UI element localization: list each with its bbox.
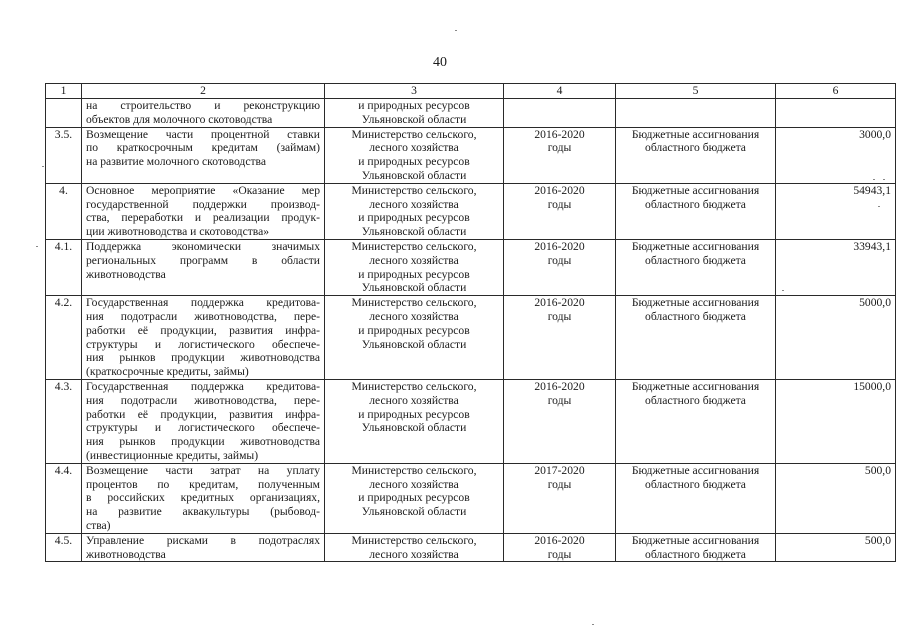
activity-description-line: на развитие аквакультуры (рыбовод- bbox=[86, 505, 320, 519]
period-line: годы bbox=[547, 309, 572, 323]
amount-value: 3000,0 bbox=[859, 127, 891, 141]
executor-line: Ульяновской области bbox=[361, 337, 467, 351]
budget-table bbox=[45, 83, 896, 562]
activity-description-line: ния подотрасли животноводства, пере- bbox=[86, 393, 320, 407]
executor-line: Ульяновской области bbox=[361, 505, 467, 519]
funding-source-cell bbox=[616, 183, 776, 239]
executor-line: Ульяновской области bbox=[361, 421, 467, 435]
period-cell bbox=[504, 296, 616, 380]
activity-description-line: в российских кредитных организациях, bbox=[86, 491, 320, 505]
funding-source-line: областного бюджета bbox=[645, 197, 746, 211]
amount-value: 500,0 bbox=[864, 463, 891, 477]
funding-source-line: областного бюджета bbox=[645, 309, 746, 323]
executor-cell bbox=[325, 127, 504, 183]
executor-line: Министерство сельского, bbox=[351, 463, 477, 477]
activity-description-line: ния подотрасли животноводства, пере- bbox=[86, 309, 320, 323]
activity-description-line: (инвестиционные кредиты, займы) bbox=[86, 448, 259, 462]
executor-cell bbox=[325, 239, 504, 295]
period-cell bbox=[504, 127, 616, 183]
executor-cell bbox=[325, 99, 504, 128]
scan-speck bbox=[873, 179, 875, 180]
executor-line: и природных ресурсов bbox=[358, 99, 470, 112]
funding-source-cell bbox=[616, 296, 776, 380]
activity-description-cell bbox=[82, 239, 325, 295]
activity-description-line: структуры и логистического обеспече- bbox=[86, 421, 320, 435]
executor-line: лесного хозяйства bbox=[369, 393, 459, 407]
period-line: годы bbox=[547, 197, 572, 211]
period-cell bbox=[504, 239, 616, 295]
amount-cell bbox=[776, 127, 896, 183]
table-row bbox=[46, 463, 896, 533]
row-number-cell bbox=[46, 379, 82, 463]
activity-description-cell bbox=[82, 379, 325, 463]
amount-cell bbox=[776, 99, 896, 128]
table-row bbox=[46, 296, 896, 380]
executor-line: Министерство сельского, bbox=[351, 239, 477, 253]
scan-speck bbox=[42, 166, 44, 167]
scan-speck bbox=[782, 290, 784, 291]
activity-description-cell bbox=[82, 183, 325, 239]
executor-cell bbox=[325, 296, 504, 380]
funding-source-cell bbox=[616, 379, 776, 463]
row-number-cell bbox=[46, 533, 82, 562]
period-line: годы bbox=[547, 253, 572, 267]
row-number-cell bbox=[46, 463, 82, 533]
activity-description-line: структуры и логистического обеспече- bbox=[86, 337, 320, 351]
row-number-cell bbox=[46, 183, 82, 239]
column-number-row bbox=[46, 84, 896, 99]
activity-description-line: Государственная поддержка кредитова- bbox=[86, 296, 320, 310]
executor-line: и природных ресурсов bbox=[358, 491, 470, 505]
table-row bbox=[46, 533, 896, 562]
activity-description-cell bbox=[82, 99, 325, 128]
funding-source-line: Бюджетные ассигнования bbox=[631, 533, 760, 547]
activity-description-line: региональных программ в области bbox=[86, 253, 320, 267]
amount-value: 15000,0 bbox=[853, 379, 891, 393]
funding-source-line: Бюджетные ассигнования bbox=[631, 127, 760, 141]
activity-description-line: животноводства bbox=[86, 267, 166, 281]
column-number: 5 bbox=[616, 84, 776, 99]
row-number: 4.4. bbox=[54, 463, 73, 477]
period-cell bbox=[504, 99, 616, 128]
amount-cell bbox=[776, 463, 896, 533]
funding-source-line: Бюджетные ассигнования bbox=[631, 296, 760, 310]
activity-description-line: ства, переработки и реализации продук- bbox=[86, 211, 320, 225]
activity-description-line: Возмещение части затрат на уплату bbox=[86, 463, 320, 477]
table-row bbox=[46, 183, 896, 239]
scan-speck bbox=[36, 246, 38, 247]
executor-line: и природных ресурсов bbox=[358, 267, 470, 281]
funding-source-line: Бюджетные ассигнования bbox=[631, 183, 760, 197]
executor-line: Министерство сельского, bbox=[351, 379, 477, 393]
activity-description-cell bbox=[82, 533, 325, 562]
executor-cell bbox=[325, 463, 504, 533]
activity-description-line: объектов для молочного скотоводства bbox=[86, 112, 273, 126]
amount-cell bbox=[776, 379, 896, 463]
activity-description-line: Возмещение части процентной ставки bbox=[86, 127, 320, 141]
table-row bbox=[46, 127, 896, 183]
row-number-cell bbox=[46, 296, 82, 380]
scan-speck bbox=[455, 30, 457, 31]
executor-line: лесного хозяйства bbox=[369, 477, 459, 491]
period-line: 2016-2020 bbox=[534, 533, 585, 547]
activity-description-line: работки её продукции, развития инфра- bbox=[86, 323, 320, 337]
table-row bbox=[46, 99, 896, 128]
amount-value: 54943,1 bbox=[853, 183, 891, 197]
activity-description-line: по краткосрочным кредитам (займам) bbox=[86, 141, 320, 155]
row-number: 4.3. bbox=[54, 379, 73, 393]
funding-source-line: Бюджетные ассигнования bbox=[631, 239, 760, 253]
funding-source-line: областного бюджета bbox=[645, 547, 746, 561]
scan-speck bbox=[883, 179, 885, 180]
amount-value: 500,0 bbox=[864, 533, 891, 547]
amount-cell bbox=[776, 239, 896, 295]
amount-cell bbox=[776, 183, 896, 239]
executor-line: и природных ресурсов bbox=[358, 211, 470, 225]
scan-speck bbox=[592, 624, 594, 625]
executor-line: лесного хозяйства bbox=[369, 309, 459, 323]
activity-description-line: на строительство и реконструкцию bbox=[86, 99, 320, 112]
executor-cell bbox=[325, 379, 504, 463]
period-line: 2016-2020 bbox=[534, 239, 585, 253]
executor-line: Ульяновской области bbox=[361, 281, 467, 295]
funding-source-cell bbox=[616, 533, 776, 562]
executor-line: Министерство сельского, bbox=[351, 533, 477, 547]
period-line: 2016-2020 bbox=[534, 379, 585, 393]
executor-line: и природных ресурсов bbox=[358, 407, 470, 421]
period-cell bbox=[504, 183, 616, 239]
amount-cell bbox=[776, 533, 896, 562]
period-line: 2017-2020 bbox=[534, 463, 585, 477]
period-line: 2016-2020 bbox=[534, 183, 585, 197]
activity-description-line: ния рынков продукции животноводства bbox=[86, 351, 320, 365]
period-cell bbox=[504, 379, 616, 463]
executor-line: Министерство сельского, bbox=[351, 183, 477, 197]
period-cell bbox=[504, 463, 616, 533]
activity-description-line: ции животноводства и скотоводства» bbox=[86, 225, 270, 239]
activity-description-line: ния рынков продукции животноводства bbox=[86, 435, 320, 449]
row-number: 4.2. bbox=[54, 296, 73, 310]
activity-description-line: процентов по кредитам, полученным bbox=[86, 477, 320, 491]
activity-description-line: животноводства bbox=[86, 547, 166, 561]
funding-source-cell bbox=[616, 463, 776, 533]
funding-source-line: областного бюджета bbox=[645, 141, 746, 155]
funding-source-line: областного бюджета bbox=[645, 393, 746, 407]
row-number: 3.5. bbox=[54, 127, 73, 141]
activity-description-line: (краткосрочные кредиты, займы) bbox=[86, 365, 249, 379]
period-line: годы bbox=[547, 477, 572, 491]
activity-description-line: ства) bbox=[86, 518, 111, 532]
activity-description-line: Управление рисками в подотраслях bbox=[86, 533, 320, 547]
activity-description-line: Государственная поддержка кредитова- bbox=[86, 379, 320, 393]
column-number: 1 bbox=[46, 84, 82, 99]
activity-description-cell bbox=[82, 463, 325, 533]
activity-description-line: на развитие молочного скотоводства bbox=[86, 155, 267, 169]
executor-line: Министерство сельского, bbox=[351, 296, 477, 310]
activity-description-line: Основное мероприятие «Оказание мер bbox=[86, 183, 320, 197]
period-line: 2016-2020 bbox=[534, 296, 585, 310]
executor-line: лесного хозяйства bbox=[369, 141, 459, 155]
row-number-cell bbox=[46, 99, 82, 128]
executor-line: лесного хозяйства bbox=[369, 547, 459, 561]
period-line: годы bbox=[547, 141, 572, 155]
activity-description-line: работки её продукции, развития инфра- bbox=[86, 407, 320, 421]
period-line: годы bbox=[547, 547, 572, 561]
funding-source-cell bbox=[616, 99, 776, 128]
column-number: 6 bbox=[776, 84, 896, 99]
executor-cell bbox=[325, 183, 504, 239]
funding-source-line: областного бюджета bbox=[645, 253, 746, 267]
row-number-cell bbox=[46, 239, 82, 295]
period-cell bbox=[504, 533, 616, 562]
funding-source-line: областного бюджета bbox=[645, 477, 746, 491]
funding-source-cell bbox=[616, 239, 776, 295]
table-row bbox=[46, 239, 896, 295]
period-line: 2016-2020 bbox=[534, 127, 585, 141]
page-number: 40 bbox=[433, 55, 447, 70]
executor-line: Министерство сельского, bbox=[351, 127, 477, 141]
executor-line: Ульяновской области bbox=[361, 225, 467, 239]
executor-line: и природных ресурсов bbox=[358, 155, 470, 169]
funding-source-cell bbox=[616, 127, 776, 183]
row-number: 4.5. bbox=[54, 533, 73, 547]
column-number: 2 bbox=[82, 84, 325, 99]
amount-value: 5000,0 bbox=[859, 296, 891, 310]
row-number-cell bbox=[46, 127, 82, 183]
amount-cell bbox=[776, 296, 896, 380]
funding-source-line: Бюджетные ассигнования bbox=[631, 463, 760, 477]
row-number: 4.1. bbox=[54, 239, 73, 253]
executor-line: и природных ресурсов bbox=[358, 323, 470, 337]
column-number: 3 bbox=[325, 84, 504, 99]
amount-value: 33943,1 bbox=[853, 239, 891, 253]
row-number: 4. bbox=[59, 183, 68, 197]
funding-source-line: Бюджетные ассигнования bbox=[631, 379, 760, 393]
activity-description-cell bbox=[82, 127, 325, 183]
executor-cell bbox=[325, 533, 504, 562]
activity-description-line: государственной поддержки производ- bbox=[86, 197, 320, 211]
executor-line: Ульяновской области bbox=[361, 112, 467, 126]
table-row bbox=[46, 379, 896, 463]
column-number: 4 bbox=[504, 84, 616, 99]
activity-description-cell bbox=[82, 296, 325, 380]
activity-description-line: Поддержка экономически значимых bbox=[86, 239, 320, 253]
executor-line: Ульяновской области bbox=[361, 168, 467, 182]
executor-line: лесного хозяйства bbox=[369, 253, 459, 267]
executor-line: лесного хозяйства bbox=[369, 197, 459, 211]
scan-speck bbox=[878, 206, 880, 207]
period-line: годы bbox=[547, 393, 572, 407]
